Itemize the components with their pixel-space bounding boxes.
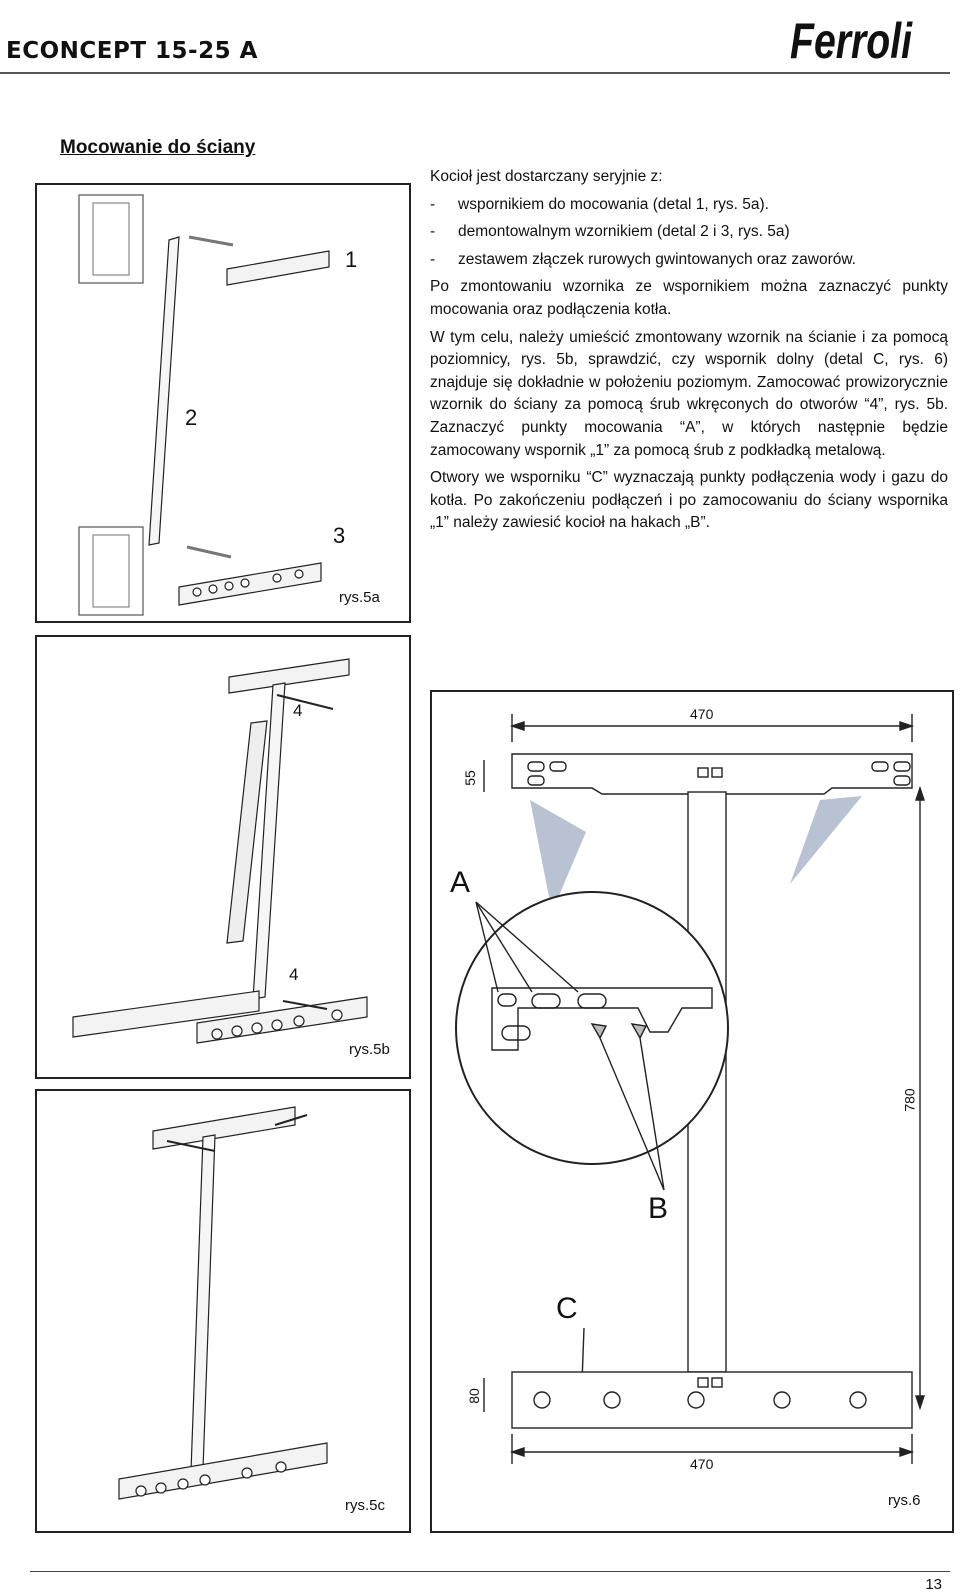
page-number: 13 bbox=[925, 1576, 942, 1593]
fig5a-label-1: 1 bbox=[345, 247, 358, 272]
figure-5a bbox=[35, 183, 411, 623]
fig6-dim-780: 780 bbox=[901, 1088, 918, 1112]
fig5c-caption: rys.5c bbox=[345, 1497, 386, 1514]
list-item: - wspornikiem do mocowania (detal 1, rys. 5a). bbox=[430, 195, 769, 213]
list-item: - zestawem złączek rurowych gwintowanych oraz zaworów. bbox=[430, 250, 856, 268]
fig5b-label-4-bottom: 4 bbox=[289, 965, 299, 984]
document-title: ECONCEPT 15-25 A bbox=[6, 38, 258, 64]
section-title: Mocowanie do ściany bbox=[60, 137, 256, 158]
paragraph-1: Po zmontowaniu wzornika ze wspornikiem można zaznaczyć punkty mocowania oraz podłączenia kotła. bbox=[430, 278, 948, 318]
ferroli-logo bbox=[788, 6, 916, 70]
figure-6 bbox=[430, 690, 954, 1533]
fig6-label-B: B bbox=[648, 1192, 669, 1225]
fig6-caption: rys.6 bbox=[888, 1492, 921, 1509]
fig6-dim-width-bottom: 470 bbox=[690, 1456, 714, 1472]
fig5a-label-3: 3 bbox=[333, 523, 346, 548]
figure-5b bbox=[35, 635, 411, 1079]
header-rule bbox=[0, 72, 950, 74]
intro-text: Kocioł jest dostarczany seryjnie z: bbox=[430, 168, 663, 185]
svg-text:Ferroli: Ferroli bbox=[790, 13, 913, 69]
fig5a-label-2: 2 bbox=[185, 405, 198, 430]
fig6-label-A: A bbox=[450, 866, 471, 899]
paragraph-2: W tym celu, należy umieścić zmontowany wzornik na ścianie i za pomocą poziomnicy, rys. 5b, sprawdzić, czy wspornik dolny (detal C, rys. 6) znajduje się dokładnie w położeniu poziomym. Zamocować prowizorycznie wzornik do ściany za pomocą śrub wkręconych do otworów “4”, rys. 5b. Zaznaczyć punkty mocowania “A”, w których następnie będzie zamocowany wspornik „1” za pomocą śrub z podkładką metalową. bbox=[430, 328, 948, 459]
fig5b-caption: rys.5b bbox=[349, 1041, 390, 1058]
paragraph-3: Otwory we wsporniku “C” wyznaczają punkty podłączenia wody i gazu do kotła. Po zakończeniu podłączeń i po zamocowaniu do ściany wspornika „1” należy zawiesić kocioł na hakach „B”. bbox=[430, 469, 948, 532]
body-text bbox=[430, 166, 948, 540]
fig5a-caption: rys.5a bbox=[339, 589, 380, 606]
fig6-dim-80: 80 bbox=[465, 1388, 482, 1404]
footer-rule bbox=[30, 1571, 950, 1572]
figure-5c bbox=[35, 1089, 411, 1533]
list-item: - demontowalnym wzornikiem (detal 2 i 3, rys. 5a) bbox=[430, 223, 790, 241]
fig5b-label-4-top: 4 bbox=[293, 701, 303, 720]
fig6-label-C: C bbox=[556, 1292, 578, 1325]
fig6-dim-55: 55 bbox=[461, 770, 478, 786]
fig6-dim-width-top: 470 bbox=[690, 706, 714, 722]
